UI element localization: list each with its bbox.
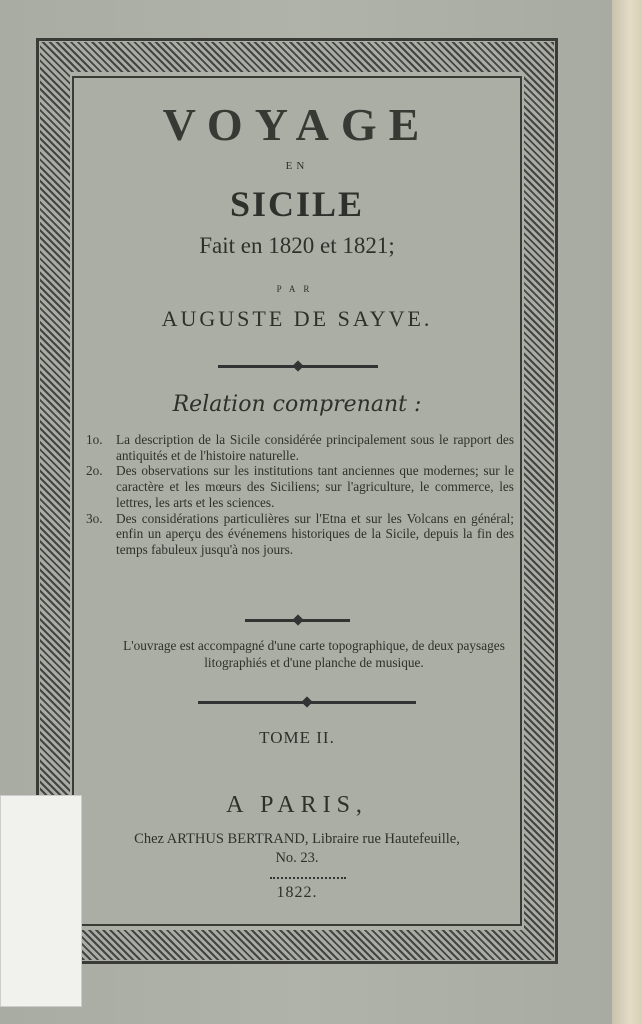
title-en: EN bbox=[285, 160, 309, 172]
ornament-divider bbox=[218, 365, 378, 368]
list-item bbox=[86, 463, 514, 510]
street-number: No. 23. bbox=[275, 850, 319, 866]
item-number: 1o. bbox=[86, 432, 103, 447]
contents-list bbox=[86, 432, 514, 558]
list-item bbox=[86, 511, 514, 558]
ornament-divider bbox=[198, 701, 416, 704]
wavy-rule bbox=[270, 874, 346, 879]
item-number: 2o. bbox=[86, 463, 103, 479]
item-text: Des observations sur les institutions tant anciennes que modernes; sur le caractère et les mœurs des Siciliens; sur l'agriculture, le commerce, les lettres, les arts et les sciences. bbox=[116, 463, 514, 510]
title: VOYAGE bbox=[162, 99, 432, 150]
title-place: SICILE bbox=[229, 184, 365, 224]
note: L'ouvrage est accompagné d'une carte topographique, de deux paysages litographiés et d'une planche de musique. bbox=[123, 638, 505, 670]
page-edge bbox=[612, 0, 642, 1024]
item-number: 3o. bbox=[86, 510, 103, 526]
tome: TOME II. bbox=[259, 728, 335, 747]
city: A PARIS, bbox=[226, 792, 368, 818]
item-text: Des considérations particulières sur l'Etna et sur les Volcans en général; enfin un aperçu des événemens historiques de la Sicile, depuis la fin des temps fabuleux jusqu'à nos jours. bbox=[116, 510, 514, 557]
dates: Fait en 1820 et 1821; bbox=[199, 233, 395, 258]
ornament-divider bbox=[245, 619, 350, 622]
item-text: La description de la Sicile considérée principalement sous le rapport des antiquités et de l'histoire naturelle. bbox=[116, 432, 514, 463]
year: 1822. bbox=[276, 884, 318, 901]
list-item bbox=[86, 432, 514, 463]
author: AUGUSTE DE SAYVE. bbox=[161, 306, 433, 331]
publisher: Chez ARTHUS BERTRAND, Libraire rue Hautefeuille, bbox=[134, 831, 460, 847]
library-label bbox=[0, 795, 82, 1007]
relation-heading: Relation comprenant : bbox=[172, 392, 422, 417]
par: PAR bbox=[276, 284, 318, 294]
